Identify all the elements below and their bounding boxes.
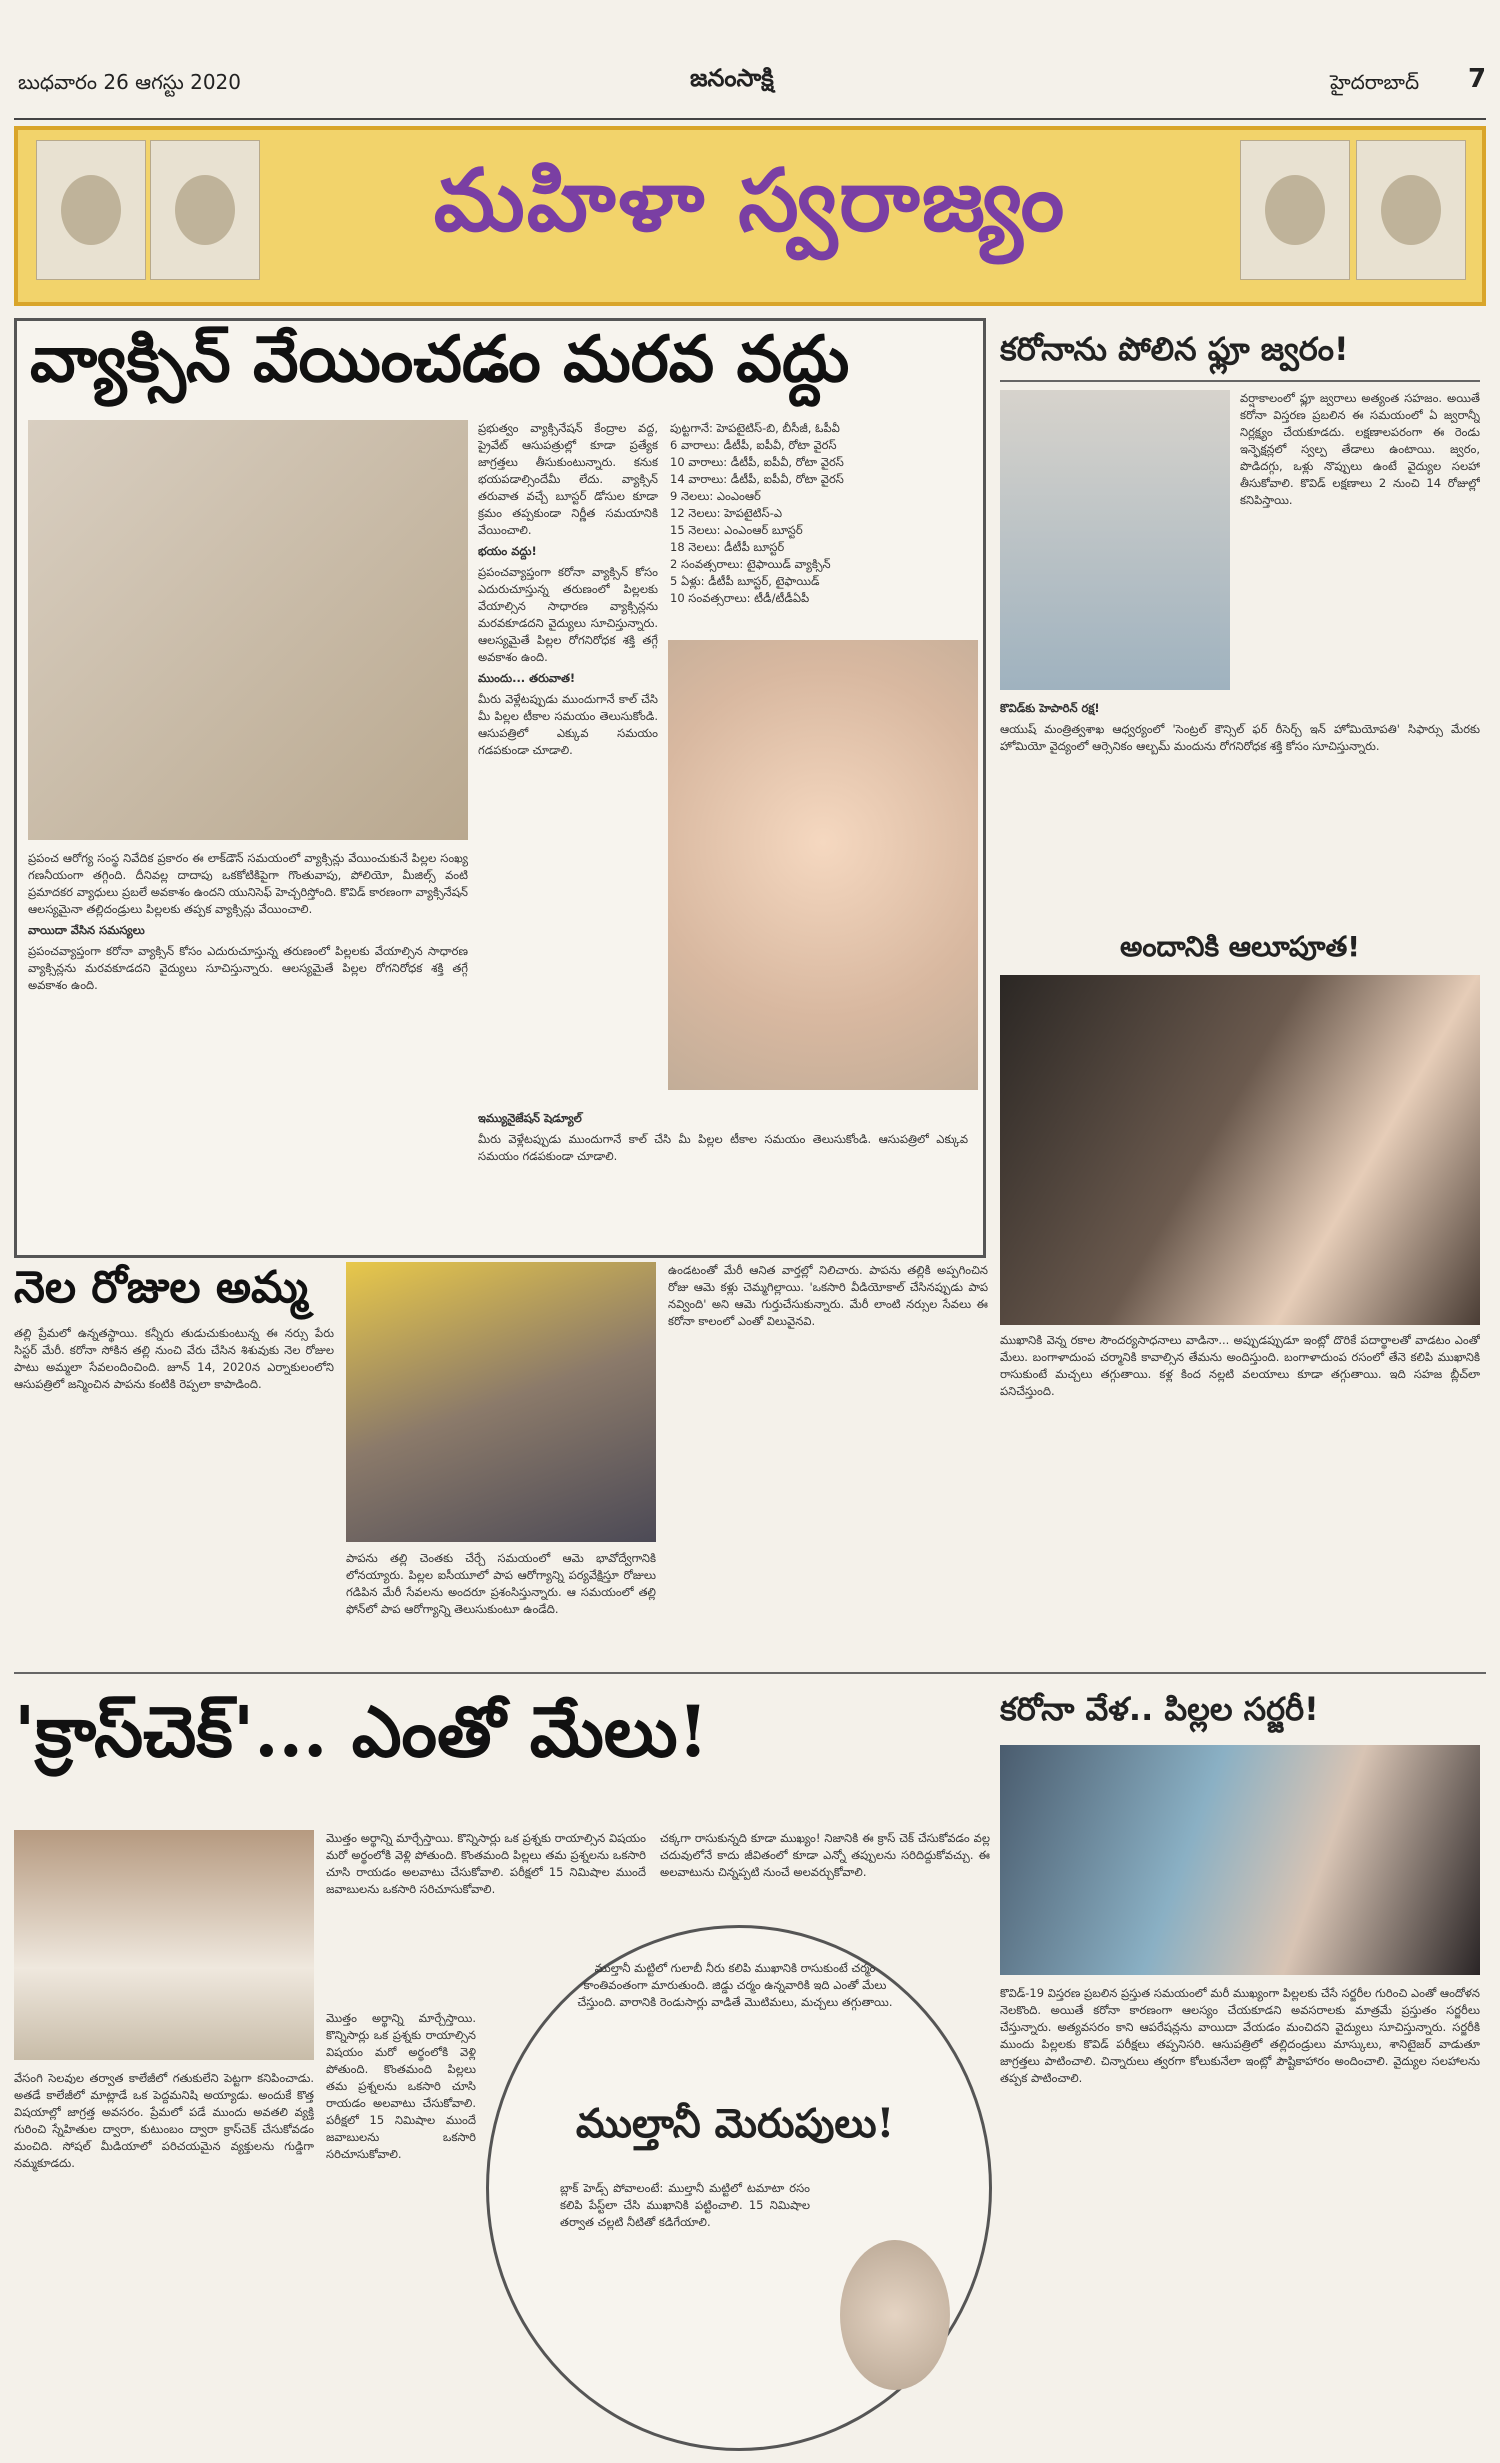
schedule-subhead: ఇమ్యునైజేషన్ షెడ్యూల్	[478, 1111, 582, 1125]
child-temperature-check-photo	[1000, 1745, 1480, 1975]
crosscheck-headline: 'క్రాస్‌చెక్'... ఎంతో మేలు!	[14, 1690, 709, 1773]
vaccine-column-1	[28, 850, 468, 1250]
page-header	[0, 0, 1500, 120]
girl-studying-photo	[14, 1830, 314, 2060]
vaccine-headline: వ్యాక్సిన్ వేయించడం మరవ వద్దు	[30, 322, 850, 397]
vaccine-schedule-text	[478, 1110, 968, 1250]
vaccine-col2-extra: ప్రపంచవ్యాప్తంగా కరోనా వ్యాక్సిన్ కోసం ఎదురుచూస్తున్న తరుణంలో పిల్లలకు వేయాల్సిన సాధారణ వ్యాక్సిన్లను మరవకూడదని వైద్యులు సూచిస్తున్నారు. ఆలస్యమైతే పిల్లల రోగనిరోధక శక్తి తగ్గే అవకాశం ఉంది.	[478, 565, 658, 664]
vaccine-col2-text: ప్రభుత్వం వ్యాక్సినేషన్ కేంద్రాల వద్ద, ప్రైవేట్ ఆసుపత్రుల్లో కూడా ప్రత్యేక జాగ్రత్తలు తీసుకుంటున్నారు. కనుక భయపడాల్సిందేమీ లేదు. వ్యాక్సిన్ తరువాత వచ్చే బూస్టర్ డోసుల కూడా క్రమం తప్పకుండా నిర్ణీత సమయానికి వేయించాలి.	[478, 421, 658, 537]
schedule-item: 10 సంవత్సరాలు: టీడీ/టీడీఏపీ	[670, 591, 810, 605]
flu-subhead: కొవిడ్‌కు హెపారిన్ రక్ష!	[1000, 701, 1100, 715]
banner-title: మహిళా స్వరాజ్యం	[433, 150, 1067, 251]
portrait-image-2	[150, 140, 260, 280]
schedule-note: మీరు వెళ్లేటప్పుడు ముందుగానే కాల్ చేసి మీ పిల్లల టీకాల సమయం తెలుసుకోండి. ఆసుపత్రిలో ఎక్కువ సమయం గడపకుండా చూడాలి.	[478, 1132, 968, 1163]
schedule-item: 5 ఏళ్లు: డీటీపీ బూస్టర్, టైఫాయిడ్	[670, 574, 820, 588]
mother-headline: నెల రోజుల అమ్మ	[14, 1262, 308, 1313]
page-number: 7	[1468, 64, 1487, 94]
header-divider	[14, 118, 1486, 120]
vaccine-col1-text: ప్రపంచ ఆరోగ్య సంస్థ నివేదిక ప్రకారం ఈ లాక్‌డౌన్ సమయంలో వ్యాక్సిన్లు వేయించుకునే పిల్లల సంఖ్య గణనీయంగా తగ్గింది. దీనివల్ల దాదాపు ఒకకోటికిపైగా గొంతువాపు, పోలియో, మీజిల్స్ వంటి ప్రమాదకర వ్యాధులు ప్రబలే అవకాశం ఉందని యునిసెఫ్ హెచ్చరిస్తోంది. కొవిడ్ కారణంగా వ్యాక్సినేషన్ ఆలస్యమైనా తల్లిదండ్రులు పిల్లలకు తప్పక వ్యాక్సిన్లు వేయించాలి.	[28, 851, 468, 916]
beauty-headline: అందానికి ఆలూపూత!	[1119, 930, 1361, 963]
schedule-item: 2 సంవత్సరాలు: టైఫాయిడ్ వ్యాక్సిన్	[670, 557, 831, 571]
multani-body-2: బ్లాక్ హెడ్స్ పోవాలంటే: ముల్తానీ మట్టిలో టమాటా రసం కలిపి పేస్ట్‌లా చేసి ముఖానికి పట్టించాలి. 15 నిమిషాల తర్వాత చల్లటి నీటితో కడిగేయాలి.	[560, 2181, 810, 2229]
flu-body-2: ఆయుష్ మంత్రిత్వశాఖ ఆధ్వర్యంలో 'సెంట్రల్ కౌన్సిల్ ఫర్ రీసెర్చ్ ఇన్ హోమియోపతి' సిఫార్సు మేరకు హోమియో వైద్యంలో ఆర్సెనికం ఆల్బమ్ మందును రోగనిరోధక శక్తి కోసం సూచిస్తున్నారు.	[1000, 722, 1480, 753]
baby-photo	[668, 640, 978, 1090]
vaccine-col2-subhead-2: ముందు... తరువాత!	[478, 671, 576, 685]
section-divider	[14, 1672, 1486, 1674]
mother-body-2: పాపను తల్లి చెంతకు చేర్చే సమయంలో ఆమె భావోద్వేగానికి లోనయ్యారు. పిల్లల ఐసీయూలో పాప ఆరోగ్యాన్ని పర్యవేక్షిస్తూ రోజులు గడిపిన మేరీ సేవలను అందరూ ప్రశంసిస్తున్నారు. ఆ సమయంలో తల్లి ఫోన్‌లో పాప ఆరోగ్యాన్ని తెలుసుకుంటూ ఉండేది.	[346, 1551, 656, 1616]
vaccine-col1-text-2: ప్రపంచవ్యాప్తంగా కరోనా వ్యాక్సిన్ కోసం ఎదురుచూస్తున్న తరుణంలో పిల్లలకు వేయాల్సిన సాధారణ వ్యాక్సిన్లను మరవకూడదని వైద్యులు సూచిస్తున్నారు. ఆలస్యమైతే పిల్లల రోగనిరోధక శక్తి తగ్గే అవకాశం ఉంది.	[28, 944, 468, 992]
surgery-body: కొవిడ్-19 విస్తరణ ప్రబలిన ప్రస్తుత సమయంలో మరీ ముఖ్యంగా పిల్లలకు చేసే సర్జరీల గురించి ఎంతో ఆందోళన నెలకొంది. అయితే కరోనా కారణంగా ఆలస్యం చేయకూడని అవసరాలకు మాత్రమే ప్రస్తుతం సర్జరీలు చేస్తున్నారు. అత్యవసరం కాని ఆపరేషన్లను వాయిదా వేయడం మంచిదని వైద్యులు సూచిస్తున్నారు. సర్జరీకి ముందు పిల్లలకు కొవిడ్ పరీక్షలు తప్పనిసరి. ఆసుపత్రిలో తల్లిదండ్రులు మాస్కులు, శానిటైజర్ వాడుతూ జాగ్రత్తలు పాటించాలి. చిన్నారులు త్వరగా కోలుకునేలా ఇంట్లో పౌష్టికాహారం అందించాలి. వైద్యుల సలహాలను తప్పక పాటించాలి.	[1000, 1986, 1480, 2085]
child-vaccination-photo	[28, 420, 468, 840]
portrait-image-1	[36, 140, 146, 280]
mother-body-1: తల్లి ప్రేమలో ఉన్నతస్థాయి. కన్నీరు తుడుచుకుంటున్న ఈ నర్సు పేరు సిస్టర్ మేరీ. కరోనా సోకిన తల్లి నుంచి వేరు చేసిన శిశువుకు నెల రోజుల పాటు అమ్మలా సేవలందించింది. జూన్ 14, 2020న ఎర్నాకులంలోని ఆసుపత్రిలో జన్మించిన పాపను కంటికి రెప్పలా కాపాడింది.	[14, 1326, 334, 1391]
schedule-item: 12 నెలలు: హెపటైటిస్-ఎ	[670, 506, 783, 520]
schedule-item: 10 వారాలు: డీటీపీ, ఐపీవీ, రోటా వైరస్	[670, 455, 844, 469]
crosscheck-body-3: చక్కగా రాసుకున్నది కూడా ముఖ్యం! నిజానికి ఈ క్రాస్ చెక్ చేసుకోవడం వల్ల చదువులోనే కాదు జీవితంలో కూడా ఎన్నో తప్పులను సరిదిద్దుకోవచ్చు. ఈ అలవాటును చిన్నప్పటి నుంచే అలవర్చుకోవాలి.	[660, 1831, 990, 1879]
schedule-item: 18 నెలలు: డీటీపీ బూస్టర్	[670, 540, 785, 554]
multani-headline: ముల్తానీ మెరుపులు!	[575, 2100, 895, 2147]
flu-body-text-2	[1000, 700, 1480, 920]
header-date: బుధవారం 26 ఆగస్టు 2020	[18, 70, 241, 94]
crosscheck-body-2: మొత్తం అర్థాన్ని మార్చేస్తాయి. కొన్నిసార్లు ఒక ప్రశ్నకు రాయాల్సిన విషయం మరో అర్థంలోకి వెళ్లి పోతుంది. కొంతమంది పిల్లలు తమ ప్రశ్నలను ఒకసారి చూసి రాయడం అలవాటు చేసుకోవాలి. పరీక్షలో 15 నిమిషాల ముందే జవాబులను ఒకసారి సరిచూసుకోవాలి.	[326, 1831, 646, 1896]
vaccine-col1-subhead: వాయిదా వేసిన సమస్యలు	[28, 923, 145, 937]
schedule-item: 9 నెలలు: ఎంఎంఆర్	[670, 489, 761, 503]
newspaper-logo: జనంసాక్షి	[690, 64, 774, 92]
mask-woman-photo	[1000, 390, 1230, 690]
vaccine-schedule	[670, 420, 970, 620]
header-city: హైదరాబాద్	[1330, 70, 1420, 94]
woman-beauty-photo	[1000, 975, 1480, 1325]
face-mask-photo	[840, 2240, 950, 2390]
schedule-item: పుట్టగానే: హెపటైటిస్-బి, బీసీజీ, ఓపీవీ	[670, 421, 840, 435]
schedule-item: 15 నెలలు: ఎంఎంఆర్ బూస్టర్	[670, 523, 803, 537]
portrait-image-4	[1356, 140, 1466, 280]
flu-headline: కరోనాను పోలిన ఫ్లూ జ్వరం!	[1000, 330, 1349, 368]
flu-divider	[1000, 380, 1480, 382]
nurse-with-baby-photo	[346, 1262, 656, 1542]
mother-body-3: ఉండటంతో మేరీ ఆనిత వార్తల్లో నిలిచారు. పాపను తల్లికి అప్పగించిన రోజు ఆమె కళ్లు చెమ్మగిల్లాయి. 'ఒకసారి వీడియోకాల్ చేసినప్పుడు పాప నవ్వింది' అని ఆమె గుర్తుచేసుకున్నారు. మేరీ లాంటి నర్సుల సేవలు ఈ కరోనా కాలంలో ఎంతో విలువైనవి.	[668, 1263, 988, 1328]
crosscheck-body-4: మొత్తం అర్థాన్ని మార్చేస్తాయి. కొన్నిసార్లు ఒక ప్రశ్నకు రాయాల్సిన విషయం మరో అర్థంలోకి వెళ్లి పోతుంది. కొంతమంది పిల్లలు తమ ప్రశ్నలను ఒకసారి చూసి రాయడం అలవాటు చేసుకోవాలి. పరీక్షలో 15 నిమిషాల ముందే జవాబులను ఒకసారి సరిచూసుకోవాలి.	[326, 2011, 476, 2161]
beauty-body: ముఖానికి వెన్న రకాల సౌందర్యసాధనాలు వాడినా... అప్పుడప్పుడూ ఇంట్లో దొరికే పదార్థాలతో వాడటం ఎంతో మేలు. బంగాళాదుంప చర్మానికి కావాల్సిన తేమను అందిస్తుంది. బంగాళాదుంప రసంలో తేనె కలిపి ముఖానికి రాసుకుంటే మచ్చలు తగ్గుతాయి. కళ్ల కింద నల్లటి వలయాలు కూడా తగ్గుతాయి. ఇది సహజ బ్లీచ్‌లా పనిచేస్తుంది.	[1000, 1333, 1480, 1398]
vaccine-col2-subhead: భయం వద్దు!	[478, 544, 537, 558]
schedule-item: 14 వారాలు: డీటీపీ, ఐపీవీ, రోటా వైరస్	[670, 472, 844, 486]
flu-body-text: వర్షాకాలంలో ఫ్లూ జ్వరాలు అత్యంత సహజం. అయితే కరోనా విస్తరణ ప్రబలిన ఈ సమయంలో ఏ జ్వరాన్నీ నిర్లక్ష్యం చేయకూడదు. లక్షణాలపరంగా ఈ రెండు ఇన్ఫెక్షన్లలో స్వల్ప తేడాలు ఉంటాయి. జ్వరం, పొడిదగ్గు, ఒళ్లు నొప్పులు ఉంటే వైద్యుల సలహా తీసుకోవాలి. కొవిడ్ లక్షణాలు 2 నుంచి 14 రోజుల్లో కనిపిస్తాయి.	[1240, 391, 1480, 507]
multani-body: ముల్తానీ మట్టిలో గులాబీ నీరు కలిపి ముఖానికి రాసుకుంటే చర్మం కాంతివంతంగా మారుతుంది. జిడ్డు చర్మం ఉన్నవారికి ఇది ఎంతో మేలు చేస్తుంది. వారానికి రెండుసార్లు వాడితే మొటిమలు, మచ్చలు తగ్గుతాయి.	[577, 1961, 893, 2009]
surgery-headline: కరోనా వేళ.. పిల్లల సర్జరీ!	[1000, 1690, 1319, 1728]
vaccine-col2-text-2: మీరు వెళ్లేటప్పుడు ముందుగానే కాల్ చేసి మీ పిల్లల టీకాల సమయం తెలుసుకోండి. ఆసుపత్రిలో ఎక్కువ సమయం గడపకుండా చూడాలి.	[478, 692, 658, 757]
schedule-item: 6 వారాలు: డీటీపీ, ఐపీవీ, రోటా వైరస్	[670, 438, 837, 452]
portrait-image-3	[1240, 140, 1350, 280]
crosscheck-body-1: వేసంగి సెలవుల తర్వాత కాలేజీలో గతుకులేని పెట్టగా కనిపించాడు. అతడే కాలేజీలో మాట్లాడే ఒక పెద్దమనిషి అయ్యాడు. అందుకే కొత్త విషయాల్లో జాగ్రత్త అవసరం. ప్రేమలో పడే ముందు అవతలి వ్యక్తి గురించి స్నేహితుల ద్వారా, కుటుంబం ద్వారా క్రాస్‌చెక్ చేసుకోవడం మంచిది. సోషల్ మీడియాలో పరిచయమైన వ్యక్తులను గుడ్డిగా నమ్మకూడదు.	[14, 2071, 314, 2170]
